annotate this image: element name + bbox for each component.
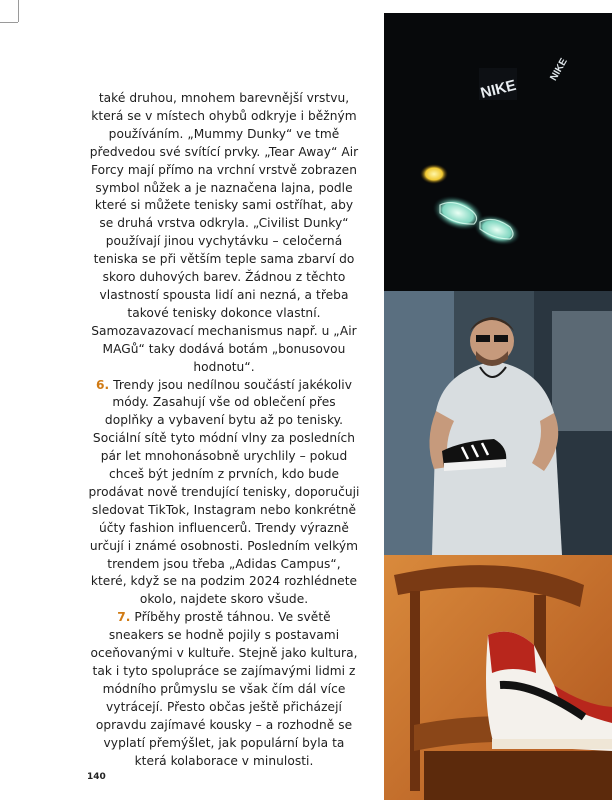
list-number: 7. [117, 610, 131, 625]
paragraph-text: Příběhy prostě táhnou. Ve světě sneakers se hodně pojily s postavami oceňovanými v kultuře. Stejně jako kultura, tak i tyto spolupráce se zajímavými lidmi z módního průmyslu se však čím dál více vytrácejí. Přesto občas ještě přicházejí opravdu zajímavé kousky – a rozhodně se vyplatí přemýšlet, jak populární byla ta která kolaborace v minulosti. [90, 610, 358, 768]
article-text [88, 90, 360, 770]
sign-text: NIKE [548, 56, 570, 83]
list-number: 6. [96, 377, 110, 392]
crop-mark [18, 0, 19, 22]
photo-glowing-sneakers [384, 13, 612, 291]
glow-light [420, 164, 448, 184]
paragraph-text: také druhou, mnohem barevnější vrstvu, která se v místech ohybů odkryje i běžným používáním. „Mummy Dunky“ ve tmě předvedou své svítící prvky. „Tear Away“ Air Forcy mají přímo na vrchní vrstvě zobrazen symbol nůžek a je naznačena lajna, podle které si můžete tenisky sami ostříhat, aby se druhá vrstva odkryla. „Civilist Dunky“ používají jinou vychytávku – celočerná teniska se při větším teple sama zbarví do skoro duhových barev. Žádnou z těchto vlastností spousta lidí ani nezná, a třeba takové tenisky dokonce vlastní. Samozavazovací mechanismus např. u „Air MAGů“ taky dodává botám „bonusovou hodnotu“. [89, 91, 359, 374]
crop-mark [0, 22, 18, 23]
paragraph [88, 377, 360, 610]
photo-jordan-sneaker [384, 555, 612, 800]
sign-text: NIKE [478, 76, 518, 103]
page-number: 140 [87, 772, 106, 782]
paragraph [88, 90, 360, 377]
paragraph-text: Trendy jsou nedílnou součástí jakékoliv módy. Zasahují vše od oblečení přes doplňky a vybavení bytu až po tenisky. Sociální sítě tyto módní vlny za posledních pár let mnohonásobně urychlily – pokud chceš být jedním z prvních, kdo bude prodávat nově trendující tenisky, doporučuji sledovat TikTok, Instagram nebo konkrétně účty fashion influencerů. Trendy výrazně určují i známé osobnosti. Posledním velkým trendem jsou třeba „Adidas Campus“, které, když se na podzim 2024 rozhlédnete okolo, najdete skoro všude. [88, 377, 360, 607]
photo-man-holding-sneaker [384, 291, 612, 555]
paragraph [88, 609, 360, 770]
